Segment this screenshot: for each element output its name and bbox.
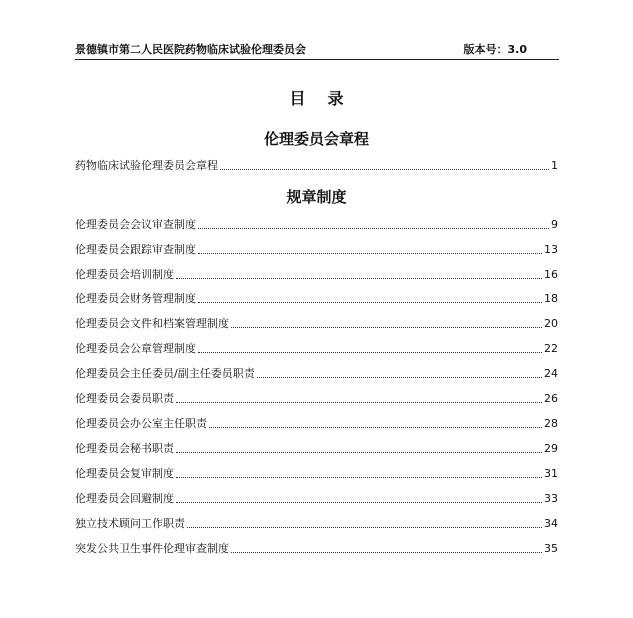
leader-dots: [209, 426, 542, 428]
leader-dots: [198, 252, 542, 254]
toc-entry-title: 伦理委员会回避制度: [75, 492, 174, 505]
toc-entry-page: 26: [544, 392, 558, 405]
toc-entry[interactable]: [75, 465, 558, 481]
toc-entry-page: 9: [551, 218, 558, 231]
toc-entry-page: 28: [544, 417, 558, 430]
toc-entry[interactable]: [75, 415, 558, 431]
toc-entry-page: 24: [544, 367, 558, 380]
toc-entry-page: 18: [544, 292, 558, 305]
toc-entry-title: 伦理委员会财务管理制度: [75, 292, 196, 305]
toc-entry[interactable]: [75, 365, 558, 381]
toc-entry-page: 35: [544, 542, 558, 555]
leader-dots: [198, 351, 542, 353]
toc-entry-page: 16: [544, 268, 558, 281]
header-version: 版本号：3.0: [463, 43, 527, 56]
toc-entry[interactable]: [75, 390, 558, 406]
leader-dots: [231, 326, 542, 328]
toc-entry-page: 29: [544, 442, 558, 455]
leader-dots: [257, 376, 542, 378]
toc-entry-title: 伦理委员会秘书职责: [75, 442, 174, 455]
toc-entry-title: 伦理委员会培训制度: [75, 268, 174, 281]
leader-dots: [176, 476, 542, 478]
toc-entry[interactable]: [75, 340, 558, 356]
toc-entry[interactable]: [75, 515, 558, 531]
leader-dots: [198, 227, 549, 229]
leader-dots: [176, 277, 542, 279]
toc-entry-title: 伦理委员会跟踪审查制度: [75, 243, 196, 256]
toc-entry[interactable]: [75, 157, 558, 173]
leader-dots: [198, 301, 542, 303]
section-heading-charter: 伦理委员会章程: [263, 130, 369, 148]
header-title: 景德镇市第二人民医院药物临床试验伦理委员会: [75, 43, 306, 56]
toc-entry-page: 22: [544, 342, 558, 355]
toc-entry[interactable]: [75, 540, 558, 556]
leader-dots: [231, 551, 542, 553]
toc-entry-page: 20: [544, 317, 558, 330]
leader-dots: [187, 526, 542, 528]
toc-entry-title: 独立技术顾问工作职责: [75, 517, 185, 530]
leader-dots: [176, 451, 542, 453]
toc-entry[interactable]: [75, 290, 558, 306]
toc-entry-title: 伦理委员会会议审查制度: [75, 218, 196, 231]
toc-entry-page: 31: [544, 467, 558, 480]
toc-entry[interactable]: [75, 266, 558, 282]
toc-title: 目录: [289, 89, 366, 108]
toc-entry[interactable]: [75, 490, 558, 506]
toc-entry-title: 伦理委员会办公室主任职责: [75, 417, 207, 430]
toc-entry-page: 33: [544, 492, 558, 505]
leader-dots: [176, 501, 542, 503]
toc-entry-page: 34: [544, 517, 558, 530]
leader-dots: [220, 168, 549, 170]
toc-entry-title: 突发公共卫生事件伦理审查制度: [75, 542, 229, 555]
toc-entry-title: 伦理委员会复审制度: [75, 467, 174, 480]
toc-entry[interactable]: [75, 241, 558, 257]
toc-entry-page: 13: [544, 243, 558, 256]
toc-entry[interactable]: [75, 216, 558, 232]
toc-entry-title: 伦理委员会主任委员/副主任委员职责: [75, 367, 255, 380]
page-header: [75, 39, 559, 60]
toc-entry-title: 伦理委员会委员职责: [75, 392, 174, 405]
toc-entry[interactable]: [75, 315, 558, 331]
leader-dots: [176, 401, 542, 403]
toc-entry-title: 伦理委员会公章管理制度: [75, 342, 196, 355]
toc-entry-title: 伦理委员会文件和档案管理制度: [75, 317, 229, 330]
toc-entry-title: 药物临床试验伦理委员会章程: [75, 159, 218, 172]
toc-entry[interactable]: [75, 440, 558, 456]
section-heading-regulations: 规章制度: [286, 188, 347, 206]
toc-entry-page: 1: [551, 159, 558, 172]
